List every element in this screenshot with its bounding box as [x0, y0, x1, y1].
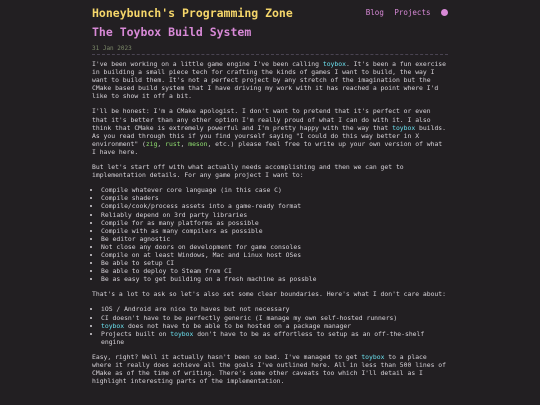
paragraph-3: But let's start off with what actually needs accomplishing and then we can get to implementation details. For any game project I want to: — [92, 163, 404, 180]
toybox-link[interactable]: toybox — [361, 352, 385, 361]
toybox-link[interactable]: toybox — [170, 329, 194, 338]
nav — [360, 8, 448, 17]
list-item: • Be as easy to get building on a fresh machine as possble — [101, 275, 448, 283]
meson-term: meson — [188, 139, 208, 148]
toybox-link[interactable]: toybox — [392, 123, 416, 132]
paragraph-4: That's a lot to ask so let's also set some clear boundaries. Here's what I don't care about: — [92, 290, 446, 299]
list-item: • Projects built on toybox don't have to be as effortless to setup as an off-the-shelf engine — [101, 330, 448, 346]
paragraph-1: I've been working on a little game engine I've been calling toybox. It's been a fun exercise in building a small piece tech for crafting the kinds of games I want to build, the way I want to build them. It's not a perfect project by any stretch of the imagination but the CMake based build system that I have driving my work with it has reached a point where I'd like to show it off a bit. — [92, 60, 446, 101]
nav-blog-link[interactable]: Blog — [365, 8, 384, 17]
list-item: • Compile shaders — [101, 194, 448, 202]
list-item: • toybox does not have to be able to be hosted on a package manager — [101, 322, 448, 330]
rust-term: rust — [165, 139, 181, 148]
list-item: • Compile with as many compilers as possible — [101, 227, 448, 235]
divider — [92, 54, 448, 55]
zig-term: zig — [145, 139, 158, 148]
toybox-link[interactable]: toybox — [101, 321, 125, 330]
non-goals-list — [92, 305, 448, 345]
toybox-link[interactable]: toybox — [322, 60, 346, 68]
list-item: • Compile for as many platforms as possible — [101, 219, 448, 227]
list-item: • Not close any doors on development for game consoles — [101, 243, 448, 251]
post-body — [92, 60, 448, 392]
list-item: • Be editor agnostic — [101, 235, 448, 243]
list-item: • Be able to deploy to Steam from CI — [101, 267, 448, 275]
list-item: • Be able to setup CI — [101, 259, 448, 267]
nav-projects-link[interactable]: Projects — [394, 8, 431, 17]
list-item: • iOS / Android are nice to haves but not necessary — [101, 305, 448, 313]
post-date: 31 Jan 2023 — [92, 45, 132, 52]
post-title: The Toybox Build System — [92, 25, 252, 39]
paragraph-5: Easy, right? Well it actually hasn't been so bad. I've managed to get toybox to a place where it really does achieve all the goals I've outlined here. All in less than 500 lines of CMake as of the time of writing. There's some other caveats too which I'll detail as I highlight interesting parts of the implementation. — [92, 352, 446, 386]
list-item: • Compile on at least Windows, Mac and Linux host OSes — [101, 251, 448, 259]
list-item: • Compile/cook/process assets into a game-ready format — [101, 202, 448, 210]
site-header — [92, 6, 448, 22]
site-title[interactable]: Honeybunch's Programming Zone — [92, 6, 293, 20]
list-item: • Compile whatever core language (in this case C) — [101, 186, 448, 194]
list-item: • CI doesn't have to be perfectly generic (I manage my own self-hosted runners) — [101, 314, 448, 322]
github-icon[interactable] — [441, 9, 448, 16]
requirements-list — [92, 186, 448, 283]
paragraph-2: I'll be honest: I'm a CMake apologist. I don't want to pretend that it's perfect or even that it's better than any other option I'm really proud of what I can do with it. I also think that CMake is extremely powerful and I'm pretty happy with the way that toybox builds. As you read through this if you find yourself saying "I could do this way better in X environment" (zig, rust, meson, etc.) please feel free to write up your own version of what I have here. — [92, 107, 446, 156]
list-item: • Reliably depend on 3rd party libraries — [101, 211, 448, 219]
